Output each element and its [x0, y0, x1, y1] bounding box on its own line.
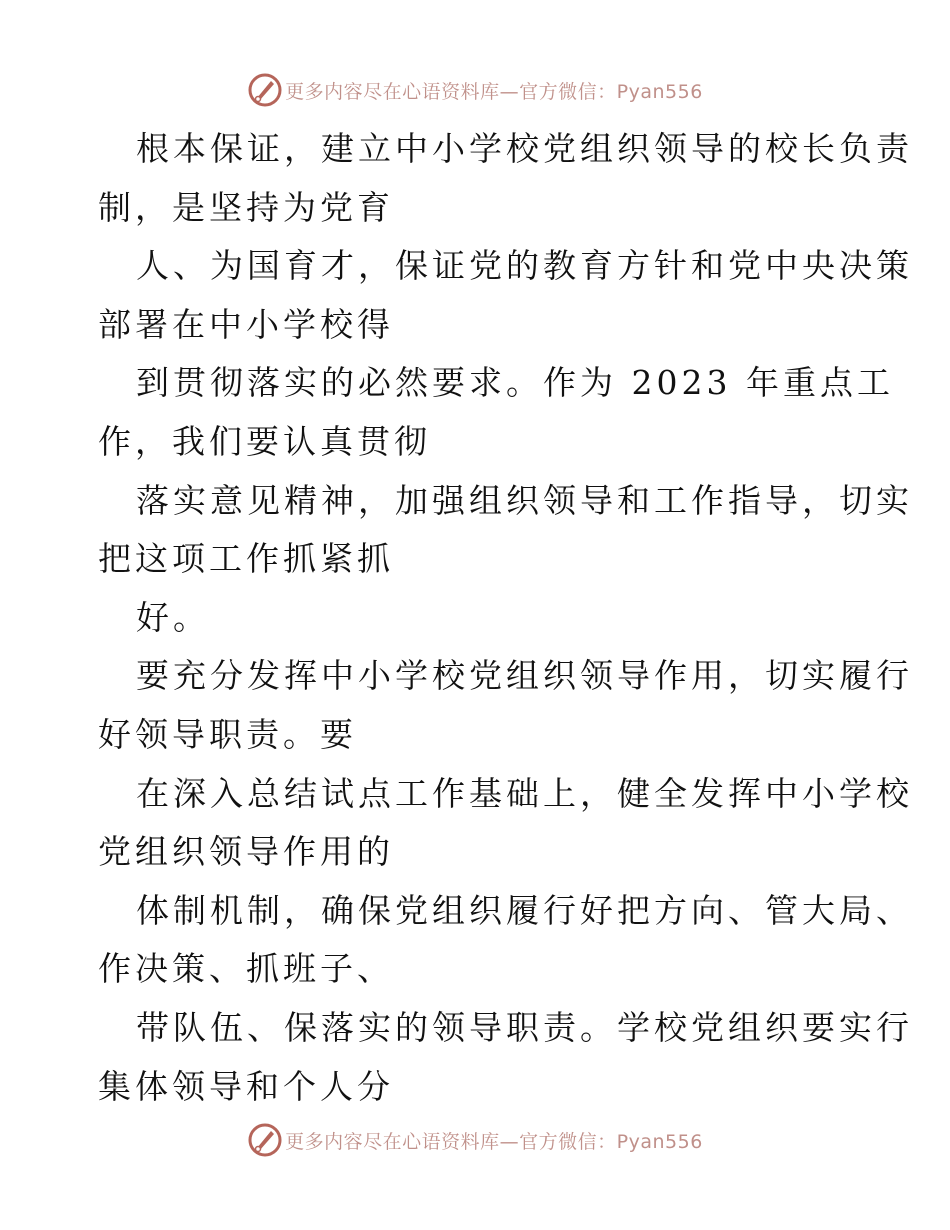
quill-logo-icon: [247, 1122, 283, 1158]
text-line: 人、为国育才，保证党的教育方针和党中央决策: [136, 246, 913, 286]
text-line: 作决策、抓班子、: [98, 949, 394, 989]
text-line: 把这项工作抓紧抓: [98, 539, 394, 579]
text-line: 部署在中小学校得: [98, 304, 394, 344]
text-line: 带队伍、保落实的领导职责。学校党组织要实行: [136, 1007, 913, 1047]
text-line: 好领导职责。要: [98, 714, 357, 754]
quill-logo-icon: [247, 72, 283, 108]
text-line: 在深入总结试点工作基础上，健全发挥中小学校: [136, 773, 913, 813]
text-line: 到贯彻落实的必然要求。作为 2023 年重点工: [136, 363, 894, 403]
document-body: [98, 120, 913, 1116]
watermark-text: 更多内容尽在心语资料库—官方微信：Pyan556: [285, 1130, 703, 1153]
text-line: 集体领导和个人分: [98, 1066, 394, 1106]
text-line: 党组织领导作用的: [98, 832, 394, 872]
text-line: 制，是坚持为党育: [98, 187, 394, 227]
footer-watermark: [0, 1120, 950, 1160]
watermark-text: 更多内容尽在心语资料库—官方微信：Pyan556: [285, 80, 703, 103]
text-line: 要充分发挥中小学校党组织领导作用，切实履行: [136, 656, 913, 696]
header-watermark: [0, 70, 950, 110]
text-line: 根本保证，建立中小学校党组织领导的校长负责: [136, 129, 913, 168]
text-line: 落实意见精神，加强组织领导和工作指导，切实: [136, 480, 913, 520]
text-line: 好。: [136, 597, 210, 637]
text-line: 作，我们要认真贯彻: [98, 421, 431, 461]
text-line: 体制机制，确保党组织履行好把方向、管大局、: [136, 890, 913, 930]
